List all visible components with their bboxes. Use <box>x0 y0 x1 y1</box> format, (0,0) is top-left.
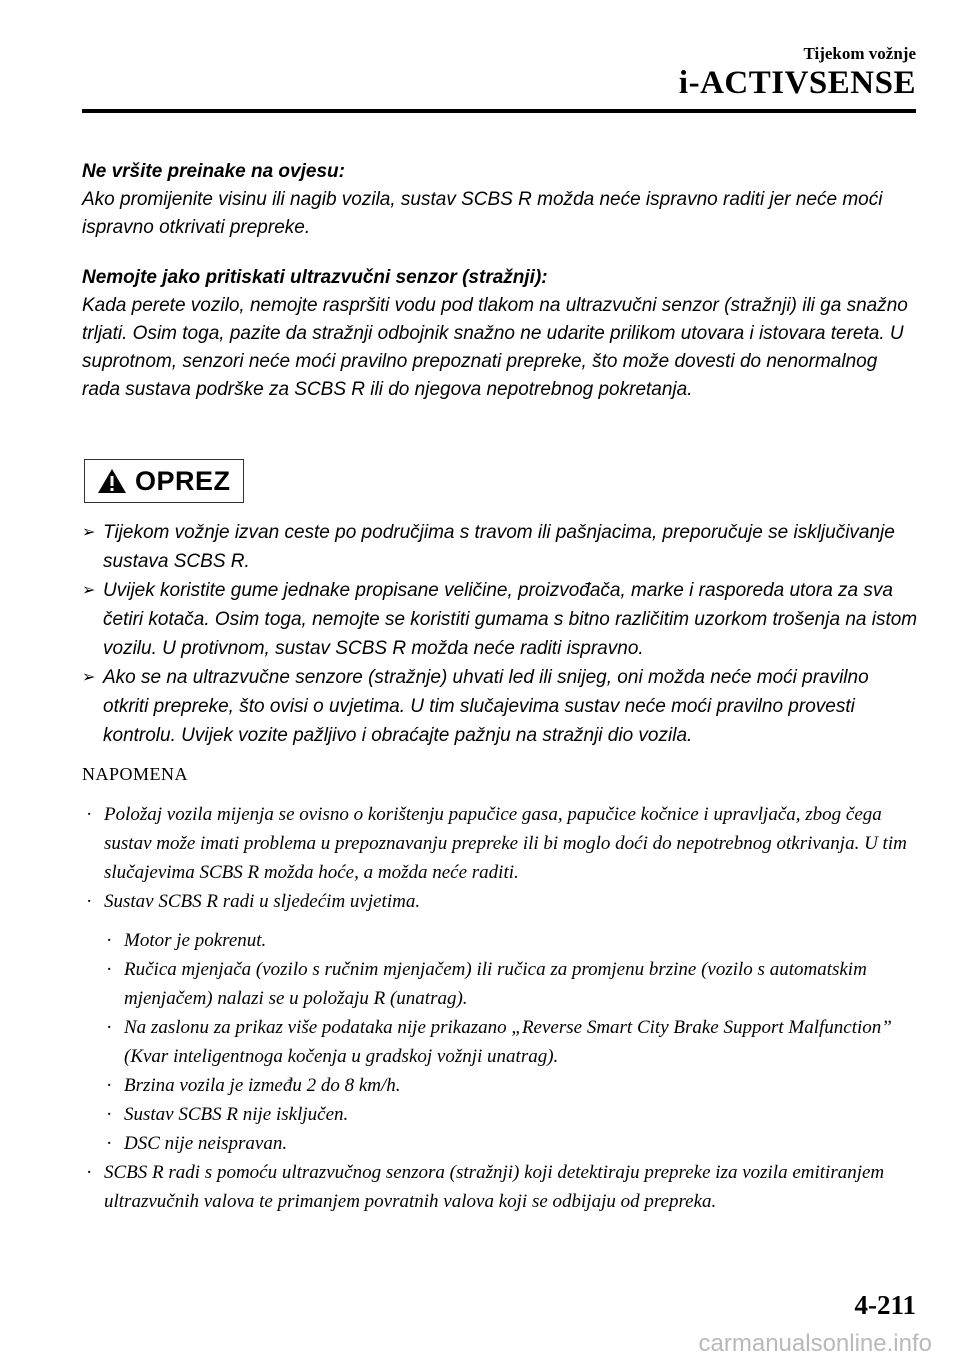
list-item-text: Brzina vozila je između 2 do 8 km/h. <box>124 1075 401 1096</box>
bullet-dot-icon: · <box>106 959 113 980</box>
page-number: 4-211 <box>854 1290 916 1320</box>
note-list <box>82 800 918 1216</box>
bullet-dot-icon: · <box>106 1017 113 1038</box>
bullet-dot-icon: · <box>106 1104 113 1125</box>
header-rule <box>82 109 916 113</box>
list-item <box>82 663 918 750</box>
arrow-bullet-icon: ➢ <box>82 669 96 686</box>
list-item-text: Tijekom vožnje izvan ceste po područjima s travom ili pašnjacima, preporučuje se isključivanje sustava SCBS R. <box>103 522 895 572</box>
list-item-text: SCBS R radi s pomoću ultrazvučnog senzora (stražnji) koji detektiraju prepreke iza vozila emitiranjem ultrazvučnih valova te primanjem povratnih valova koji se odbijaju od prepreka. <box>104 1162 885 1212</box>
list-item-text: Na zaslonu za prikaz više podataka nije prikazano „Reverse Smart City Brake Support Malfunction” (Kvar inteligentnoga kočenja u gradskoj vožnji unatrag). <box>124 1017 892 1067</box>
caution-box <box>84 459 244 503</box>
list-item-text: Motor je pokrenut. <box>124 930 267 951</box>
list-item-text: DSC nije neispravan. <box>124 1133 288 1154</box>
paragraph-suspension <box>82 158 918 242</box>
list-item-text: Ako se na ultrazvučne senzore (stražnje) uhvati led ili snijeg, oni možda neće moći pravilno otkriti prepreke, što ovisi o uvjetima. U tim slučajevima sustav neće moći pravilno provesti kontrolu. Uvijek vozite pažljivo i obraćajte pažnju na stražnji dio vozila. <box>103 667 869 746</box>
watermark: carmanualsonline.info <box>698 1330 932 1357</box>
list-item <box>82 887 918 916</box>
caution-label: OPREZ <box>135 465 231 496</box>
note-title: NAPOMENA <box>82 764 189 784</box>
list-item <box>82 1158 918 1216</box>
bullet-dot-icon: · <box>106 1075 113 1096</box>
list-item-text: Sustav SCBS R radi u sljedećim uvjetima. <box>104 891 421 912</box>
bullet-dot-icon: · <box>106 930 113 951</box>
list-item <box>82 1100 918 1129</box>
section-title: Tijekom vožnje <box>803 44 916 63</box>
arrow-bullet-icon: ➢ <box>82 582 96 599</box>
chapter-title: i-ACTIVSENSE <box>678 65 916 101</box>
list-item <box>82 955 918 1013</box>
list-item <box>82 576 918 663</box>
paragraph-title: Ne vršite preinake na ovjesu: <box>82 161 345 182</box>
paragraph-title: Nemojte jako pritiskati ultrazvučni senzor (stražnji): <box>82 267 548 288</box>
list-item <box>82 926 918 955</box>
paragraph-sensor <box>82 264 918 404</box>
list-item-text: Sustav SCBS R nije isključen. <box>124 1104 349 1125</box>
bullet-dot-icon: · <box>106 1133 113 1154</box>
list-item-text: Ručica mjenjača (vozilo s ručnim mjenjačem) ili ručica za promjenu brzine (vozilo s automatskim mjenjačem) nalazi se u položaju R (unatrag). <box>124 959 867 1009</box>
list-item <box>82 1071 918 1100</box>
arrow-bullet-icon: ➢ <box>82 524 96 541</box>
warning-triangle-icon <box>97 468 127 494</box>
list-item <box>82 800 918 887</box>
caution-list <box>82 518 918 750</box>
list-item <box>82 1013 918 1071</box>
list-item-text: Uvijek koristite gume jednake propisane veličine, proizvođača, marke i rasporeda utora za sva četiri kotača. Osim toga, nemojte se koristiti gumama s bitno različitim uzorkom trošenja na istom vozilu. U protivnom, sustav SCBS R možda neće raditi ispravno. <box>103 580 918 659</box>
bullet-dot-icon: · <box>86 891 93 912</box>
paragraph-text: Kada perete vozilo, nemojte raspršiti vodu pod tlakom na ultrazvučni senzor (stražnji) ili ga snažno trljati. Osim toga, pazite da stražnji odbojnik snažno ne udarite prilikom utovara i istovara tereta. U suprotnom, senzori neće moći pravilno prepoznati prepreke, što može dovesti do nenormalnog rada sustava podrške za SCBS R ili do njegova nepotrebnog pokretanja. <box>82 295 908 400</box>
bullet-dot-icon: · <box>86 1162 93 1183</box>
list-item <box>82 518 918 576</box>
bullet-dot-icon: · <box>86 804 93 825</box>
paragraph-text: Ako promijenite visinu ili nagib vozila, sustav SCBS R možda neće ispravno raditi jer neće moći ispravno otkrivati prepreke. <box>82 189 883 238</box>
page-header <box>679 44 916 102</box>
list-item-text: Položaj vozila mijenja se ovisno o korištenju papučice gasa, papučice kočnice i upravljača, zbog čega sustav može imati problema u prepoznavanju prepreke ili bi moglo doći do nepotrebnog otkrivanja. U tim slučajevima SCBS R možda hoće, a možda neće raditi. <box>104 804 907 883</box>
list-item <box>82 1129 918 1158</box>
